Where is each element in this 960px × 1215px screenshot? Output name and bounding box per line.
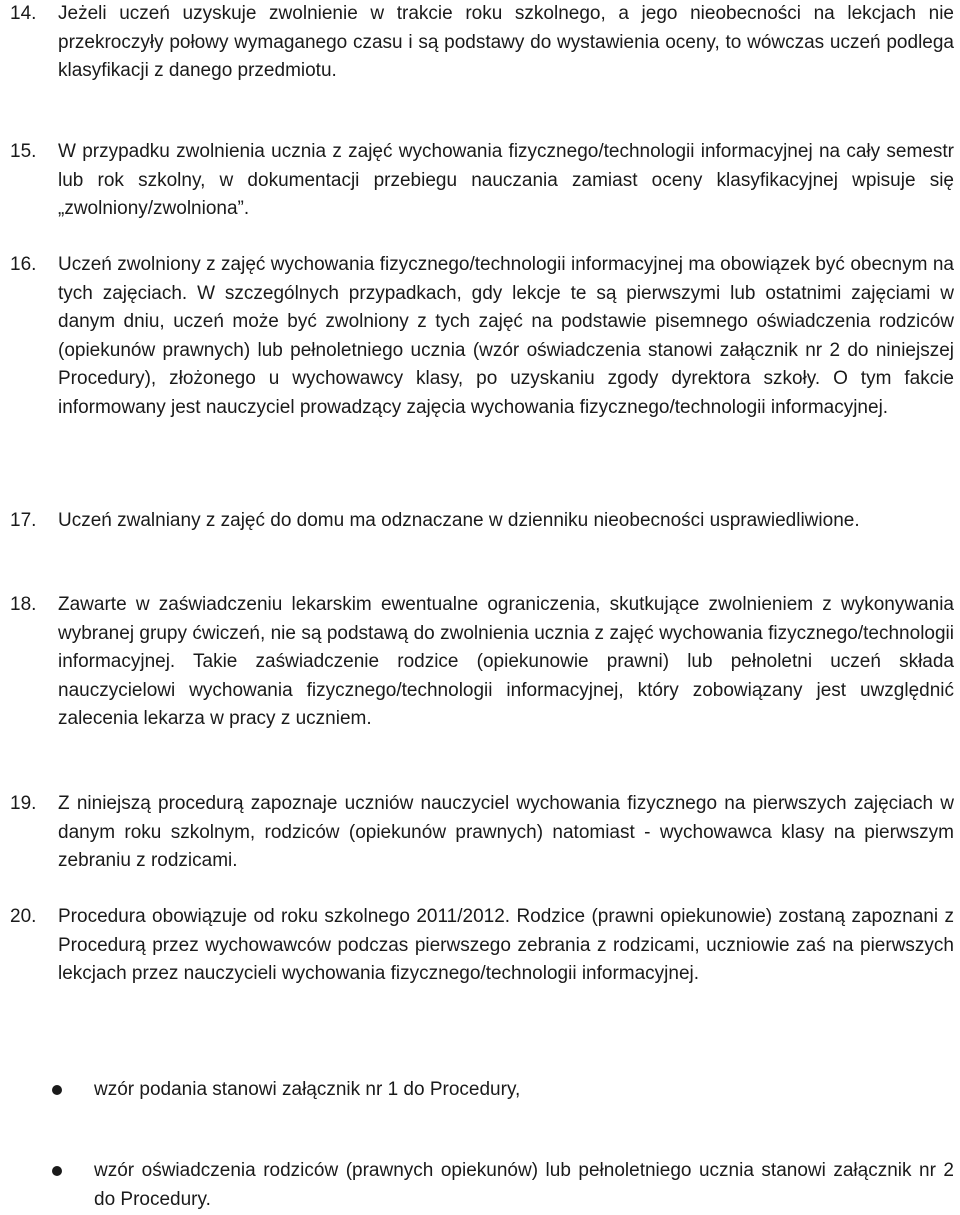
paragraph-text: Jeżeli uczeń uzyskuje zwolnienie w trakcie roku szkolnego, a jego nieobecności na lekcjach nie przekroczyły połowy wymaganego czasu i są podstawy do wystawienia oceny, to wówczas uczeń podlega klasyfikacji z danego przedmiotu. <box>58 3 954 82</box>
bullet-icon <box>52 1085 62 1095</box>
paragraph-number: 18. <box>10 594 37 615</box>
paragraph-text: Uczeń zwalniany z zajęć do domu ma odznaczane w dzienniku nieobecności usprawiedliwione. <box>58 510 860 531</box>
paragraph-number: 16. <box>10 254 37 275</box>
bullet-text: wzór oświadczenia rodziców (prawnych opiekunów) lub pełnoletniego ucznia stanowi załącznik nr 2 do Procedury. <box>94 1160 954 1210</box>
paragraph-number: 17. <box>10 510 37 531</box>
bullet-text: wzór podania stanowi załącznik nr 1 do Procedury, <box>94 1079 521 1100</box>
paragraph-text: Zawarte w zaświadczeniu lekarskim ewentualne ograniczenia, skutkujące zwolnieniem z wykonywania wybranej grupy ćwiczeń, nie są podstawą do zwolnienia ucznia z zajęć wychowania fizycznego/technologii informacyjnej. Takie zaświadczenie rodzice (opiekunowie prawni) lub pełnoletni uczeń składa nauczycielowi wychowania fizycznego/technologii informacyjnej, który zobowiązany jest uwzględnić zalecenia lekarza w pracy z uczniem. <box>58 594 954 730</box>
paragraph-text: Procedura obowiązuje od roku szkolnego 2011/2012. Rodzice (prawni opiekunowie) zostaną zapoznani z Procedurą przez wychowawców podczas pierwszego zebrania z rodzicami, uczniowie zaś na pierwszych lekcjach przez nauczycieli wychowania fizycznego/technologii informacyjnej. <box>58 906 954 985</box>
paragraph-text: Uczeń zwolniony z zajęć wychowania fizycznego/technologii informacyjnej ma obowiązek być obecnym na tych zajęciach. W szczególnych przypadkach, gdy lekcje te są pierwszymi lub ostatnimi zajęciami w danym dniu, uczeń może być zwolniony z tych zajęć na podstawie pisemnego oświadczenia rodziców (opiekunów prawnych) lub pełnoletniego ucznia (wzór oświadczenia stanowi załącznik nr 2 do niniejszej Procedury), złożonego u wychowawcy klasy, po uzyskaniu zgody dyrektora szkoły. O tym fakcie informowany jest nauczyciel prowadzący zajęcia wychowania fizycznego/technologii informacyjnej. <box>58 254 954 418</box>
paragraph-number: 15. <box>10 141 37 162</box>
paragraph-number: 19. <box>10 793 37 814</box>
paragraph-number: 14. <box>10 3 37 24</box>
paragraph-number: 20. <box>10 906 37 927</box>
paragraph-text: W przypadku zwolnienia ucznia z zajęć wychowania fizycznego/technologii informacyjnej na cały semestr lub rok szkolny, w dokumentacji przebiegu nauczania zamiast oceny klasyfikacyjnej wpisuje się „zwolniony/zwolniona”. <box>58 141 954 220</box>
bullet-icon <box>52 1166 62 1176</box>
paragraph-text: Z niniejszą procedurą zapoznaje uczniów nauczyciel wychowania fizycznego na pierwszych zajęciach w danym roku szkolnym, rodziców (opiekunów prawnych) natomiast - wychowawca klasy na pierwszym zebraniu z rodzicami. <box>58 793 954 872</box>
